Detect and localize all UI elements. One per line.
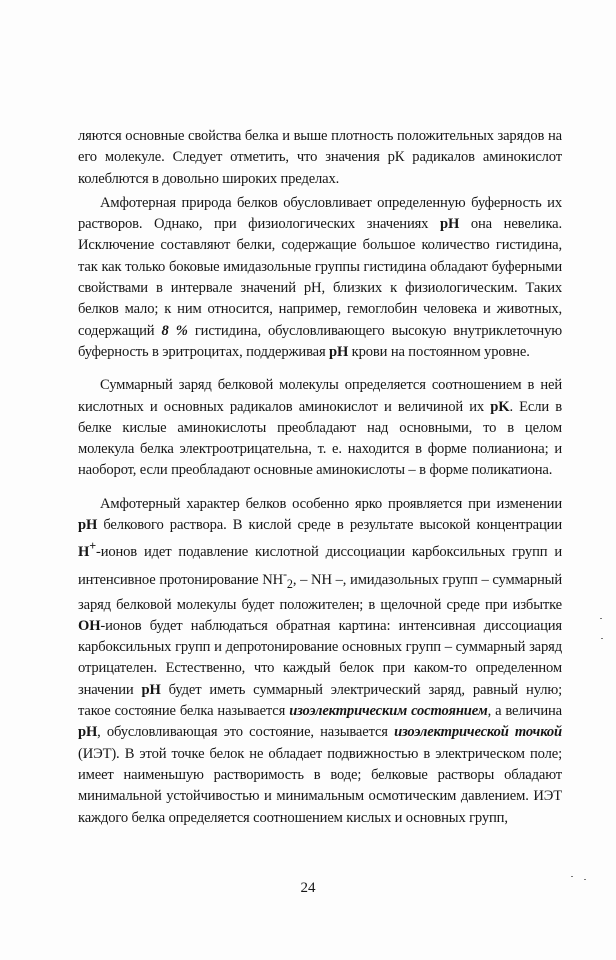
text-run: крови на постоянном уровне. (348, 343, 530, 360)
superscript-plus: + (89, 539, 96, 554)
text-run: . Если в белке кислые аминокислоты преобладают над основными, то в целом молекула белка электроотрицательна, т. е. находится в форме полианиона; и наоборот, если преобладают основные аминокислоты – в форме поликатиона. (78, 398, 563, 479)
text-run: она невелика. Исключение составляют белки, содержащие большое количество гистидина, так как только боковые имидазольные группы гистидина обладают буферными свойствами в интервале значений pH, близких к физиологическим. Таких белков мало; к ним относится, например, гемоглобин человека и животных, содержащий (78, 216, 562, 339)
term-isoelectric-point: изоэлектрической точкой (394, 724, 562, 741)
speck (600, 618, 602, 619)
subscript-two: 2 (286, 576, 293, 591)
term-ph: pH (78, 517, 98, 534)
term-h-ion (78, 539, 96, 561)
speck (571, 876, 573, 877)
page-body (78, 126, 562, 829)
text-run: (ИЭТ). В этой точке белок не обладает подвижностью в электрическом поле; имеет наименьшую растворимость в воде; белковые растворы обладают минимальной устойчивостью и минимальным осмотическим давлением. ИЭТ каждого белка определяется соотношением кислых и основных групп, (78, 745, 562, 826)
superscript-minus: - (283, 566, 287, 581)
speck (601, 638, 603, 639)
term-pk: pK (490, 398, 510, 415)
term-ph: pH (440, 216, 460, 233)
emphasis-percent: 8 % (161, 322, 188, 339)
term-oh: OH (78, 617, 101, 634)
paragraph-continuation (78, 126, 562, 190)
text-run: , – NH –, имидазольных групп – суммарный заряд белковой молекулы будет положителен; в щелочной среде при избытке (78, 571, 562, 613)
text-run: будет иметь суммарный электрический заряд, равный нулю; такое состояние белка называется (78, 681, 562, 720)
paragraph-charge (78, 375, 562, 481)
text-run: , а величина (487, 703, 563, 720)
speck (584, 879, 586, 880)
text-run: Амфотерный характер белков особенно ярко проявляется при изменении (100, 495, 562, 512)
h-symbol: H (78, 544, 90, 561)
term-ph: pH (78, 724, 98, 741)
term-ph: pH (141, 681, 161, 698)
page-number: 24 (300, 880, 316, 896)
paragraph-amphoteric (78, 494, 562, 829)
text-run: , обусловливающая это состояние, называется (97, 724, 395, 741)
text-run: -ионов будет наблюдаться обратная картина: интенсивная диссоциация карбоксильных групп и депротонирование основных групп – суммарный заряд отрицателен. Естественно, что каждый белок при каком-то определенном значении (78, 617, 562, 698)
paragraph-buffer (78, 193, 562, 363)
text-run: -ионов идет подавление кислотной диссоциации карбоксильных групп и интенсивное протонирование NH (78, 544, 562, 588)
term-isoelectric-state: изоэлектрическим состоянием (289, 703, 488, 720)
text-run: Суммарный заряд белковой молекулы определяется соотношением в ней кислотных и основных радикалов аминокислот и величиной их (78, 377, 562, 415)
paragraph-text: ляются основные свойства белка и выше плотность положительных зарядов на его молекуле. Следует отметить, что значения рК радикалов аминокислот колеблются в довольно широких пределах. (78, 128, 562, 187)
text-run: белкового раствора. В кислой среде в результате высокой концентрации (97, 517, 562, 534)
text-run: Амфотерная природа белков обусловливает определенную буферность их растворов. Однако, при физиологических значениях (78, 194, 562, 233)
text-run: гистидина, обусловливающего высокую внутриклеточную буферность в эритроцитах, поддерживая (78, 322, 562, 360)
term-ph: pH (329, 343, 349, 360)
